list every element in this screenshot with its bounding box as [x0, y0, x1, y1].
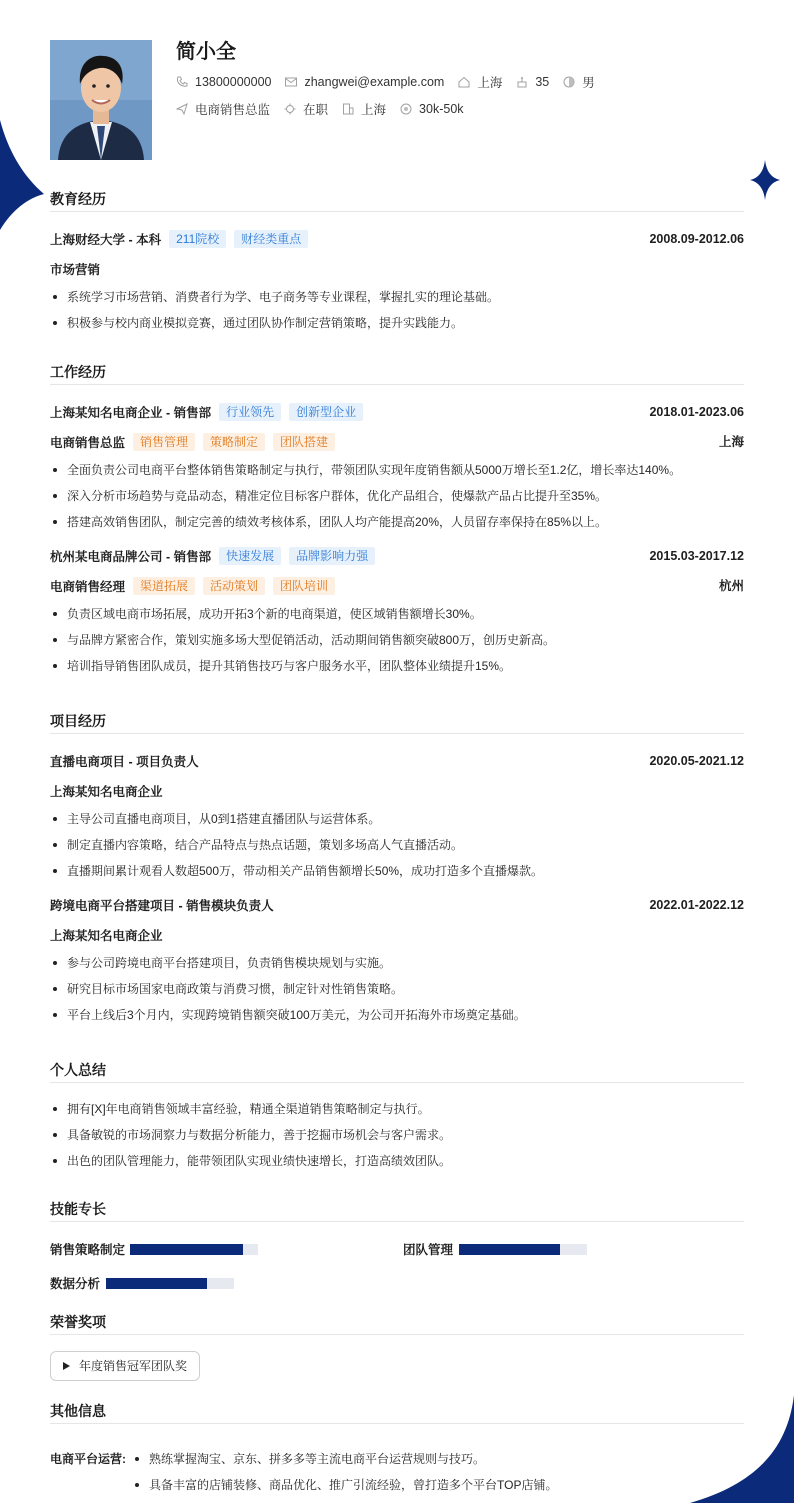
company-name: 杭州某电商品牌公司 - 销售部 [50, 550, 212, 564]
corner-decoration-top-left [0, 120, 48, 230]
skill-bar-fill [459, 1244, 560, 1255]
mail-icon [285, 76, 297, 88]
project-company-row [50, 920, 744, 950]
tag: 销售管理 [133, 433, 195, 451]
location-item [458, 73, 502, 91]
list-item: 培训指导销售团队成员，提升其销售技巧与客户服务水平，团队整体业绩提升15%。 [50, 653, 744, 679]
position-value: 电商销售总监 [195, 103, 271, 117]
list-item: 制定直播内容策略，结合产品特点与热点话题，策划多场高人气直播活动。 [50, 832, 744, 858]
list-item: 积极参与校内商业模拟竞赛，通过团队协作制定营销策略，提升实践能力。 [50, 310, 744, 336]
company-name: 上海某知名电商企业 - 销售部 [50, 406, 212, 420]
skill-bar-fill [106, 1278, 207, 1289]
section-title: 工作经历 [50, 362, 744, 385]
list-item: 具备敏锐的市场洞察力与数据分析能力，善于挖掘市场机会与客户需求。 [50, 1122, 744, 1148]
tag: 策略制定 [203, 433, 265, 451]
section-title: 教育经历 [50, 189, 744, 212]
sparkle-icon [750, 160, 780, 200]
target-city-item [342, 100, 386, 118]
list-item: 具备丰富的店铺装修、商品优化、推广引流经验，曾打造多个平台TOP店铺。 [132, 1472, 557, 1498]
list-item: 研究目标市场国家电商政策与消费习惯，制定针对性销售策略。 [50, 976, 744, 1002]
list-item: 出色的团队管理能力，能带领团队实现业绩快速增长，打造高绩效团队。 [50, 1148, 744, 1174]
status-item [284, 100, 328, 118]
education-bullets [50, 284, 744, 336]
list-item: 平台上线后3个月内，实现跨境销售额突破100万美元，为公司开拓海外市场奠定基础。 [50, 1002, 744, 1028]
list-item: 直播期间累计观看人数超500万，带动相关产品销售额增长50%，成功打造多个直播爆款。 [50, 858, 744, 884]
other-section [50, 1401, 744, 1498]
work-bullets [50, 457, 744, 535]
tag: 行业领先 [219, 403, 281, 421]
project-company: 上海某知名电商企业 [50, 785, 163, 799]
candidate-name: 简小全 [176, 41, 236, 63]
major-row [50, 254, 744, 284]
major: 市场营销 [50, 263, 101, 277]
location-value: 上海 [477, 76, 503, 90]
salary-value: 30k-50k [419, 102, 464, 116]
gender-item [563, 73, 595, 91]
gender-value: 男 [582, 76, 595, 90]
list-item: 与品牌方紧密合作，策划实施多场大型促销活动，活动期间销售额突破800万，创历史新高。 [50, 627, 744, 653]
age-item [516, 75, 549, 89]
age-value: 35 [535, 75, 550, 89]
tag: 团队培训 [273, 577, 335, 595]
project-header [50, 746, 744, 776]
skill-item [403, 1240, 587, 1258]
play-icon [63, 1362, 70, 1370]
education-header [50, 224, 744, 254]
project-header [50, 890, 744, 920]
building-icon [342, 103, 354, 115]
other-bullets [132, 1446, 557, 1498]
contact-row [176, 73, 609, 91]
other-info-row [50, 1446, 744, 1498]
section-title: 荣誉奖项 [50, 1312, 744, 1335]
list-item: 参与公司跨境电商平台搭建项目，负责销售模块规划与实施。 [50, 950, 744, 976]
skill-bar [106, 1278, 234, 1289]
role-row [50, 571, 744, 601]
summary-bullets [50, 1096, 744, 1174]
skill-name: 数据分析 [50, 1277, 101, 1291]
tag: 活动策划 [203, 577, 265, 595]
tag: 团队搭建 [273, 433, 335, 451]
skill-item [50, 1274, 234, 1292]
section-title: 其他信息 [50, 1401, 744, 1424]
skill-bar-fill [130, 1244, 243, 1255]
profile-header [50, 40, 744, 160]
skills-section [50, 1199, 744, 1299]
awards-section [50, 1312, 744, 1373]
home-icon [458, 76, 470, 88]
project-title: 直播电商项目 - 项目负责人 [50, 755, 199, 769]
gender-icon [563, 76, 575, 88]
role-row [50, 427, 744, 457]
position-item [176, 100, 270, 118]
list-item: 拥有[X]年电商销售领域丰富经验，精通全渠道销售策略制定与执行。 [50, 1096, 744, 1122]
section-title: 项目经历 [50, 711, 744, 734]
tag: 渠道拓展 [133, 577, 195, 595]
age-icon [516, 76, 528, 88]
role-title: 电商销售经理 [50, 580, 126, 594]
phone-item [176, 75, 271, 89]
work-header [50, 541, 744, 571]
project-bullets [50, 950, 744, 1028]
skill-name: 销售策略制定 [50, 1243, 126, 1257]
education-section [50, 189, 744, 336]
city: 杭州 [718, 579, 744, 593]
skill-item [50, 1240, 258, 1258]
tag: 品牌影响力强 [289, 547, 375, 565]
role-title: 电商销售总监 [50, 436, 126, 450]
list-item: 全面负责公司电商平台整体销售策略制定与执行，带领团队实现年度销售额从5000万增长至1.2亿，增长率达140%。 [50, 457, 744, 483]
work-bullets [50, 601, 744, 679]
skill-name: 团队管理 [403, 1243, 454, 1257]
list-item: 深入分析市场趋势与竞品动态，精准定位目标客户群体，优化产品组合，使爆款产品占比提升至35%。 [50, 483, 744, 509]
city: 上海 [718, 435, 744, 449]
date-range: 2018.01-2023.06 [649, 405, 744, 419]
target-city-value: 上海 [361, 103, 387, 117]
work-header [50, 397, 744, 427]
skill-bar [459, 1244, 587, 1255]
tag: 211院校 [169, 230, 226, 248]
project-title: 跨境电商平台搭建项目 - 销售模块负责人 [50, 899, 274, 913]
list-item: 主导公司直播电商项目，从0到1搭建直播团队与运营体系。 [50, 806, 744, 832]
avatar [50, 40, 152, 160]
job-intent-row [176, 100, 478, 118]
date-range: 2020.05-2021.12 [649, 754, 744, 768]
list-item: 搭建高效销售团队，制定完善的绩效考核体系，团队人均产能提高20%，人员留存率保持在85%以上。 [50, 509, 744, 535]
phone-value: 13800000000 [195, 75, 272, 89]
tag: 快速发展 [219, 547, 281, 565]
email-value: zhangwei@example.com [304, 75, 445, 89]
send-icon [176, 103, 188, 115]
status-icon [284, 103, 296, 115]
project-company: 上海某知名电商企业 [50, 929, 163, 943]
status-value: 在职 [303, 103, 329, 117]
date-range: 2022.01-2022.12 [649, 898, 744, 912]
list-item: 系统学习市场营销、消费者行为学、电子商务等专业课程，掌握扎实的理论基础。 [50, 284, 744, 310]
section-title: 技能专长 [50, 1199, 744, 1222]
section-title: 个人总结 [50, 1060, 744, 1083]
summary-section [50, 1060, 744, 1174]
projects-section [50, 711, 744, 1028]
date-range: 2008.09-2012.06 [649, 232, 744, 246]
project-bullets [50, 806, 744, 884]
phone-icon [176, 76, 188, 88]
list-item: 负责区域电商市场拓展，成功开拓3个新的电商渠道，使区域销售额增长30%。 [50, 601, 744, 627]
award-item[interactable] [50, 1351, 200, 1381]
salary-icon [400, 103, 412, 115]
project-company-row [50, 776, 744, 806]
tag: 财经类重点 [234, 230, 308, 248]
other-label: 电商平台运营: [50, 1452, 126, 1466]
award-label: 年度销售冠军团队奖 [79, 1359, 188, 1373]
tag: 创新型企业 [289, 403, 363, 421]
list-item: 熟练掌握淘宝、京东、拼多多等主流电商平台运营规则与技巧。 [132, 1446, 557, 1472]
date-range: 2015.03-2017.12 [649, 549, 744, 563]
salary-item [400, 102, 463, 116]
school-name: 上海财经大学 - 本科 [50, 233, 162, 247]
email-item [285, 75, 444, 89]
skill-bar [130, 1244, 258, 1255]
work-section [50, 362, 744, 679]
